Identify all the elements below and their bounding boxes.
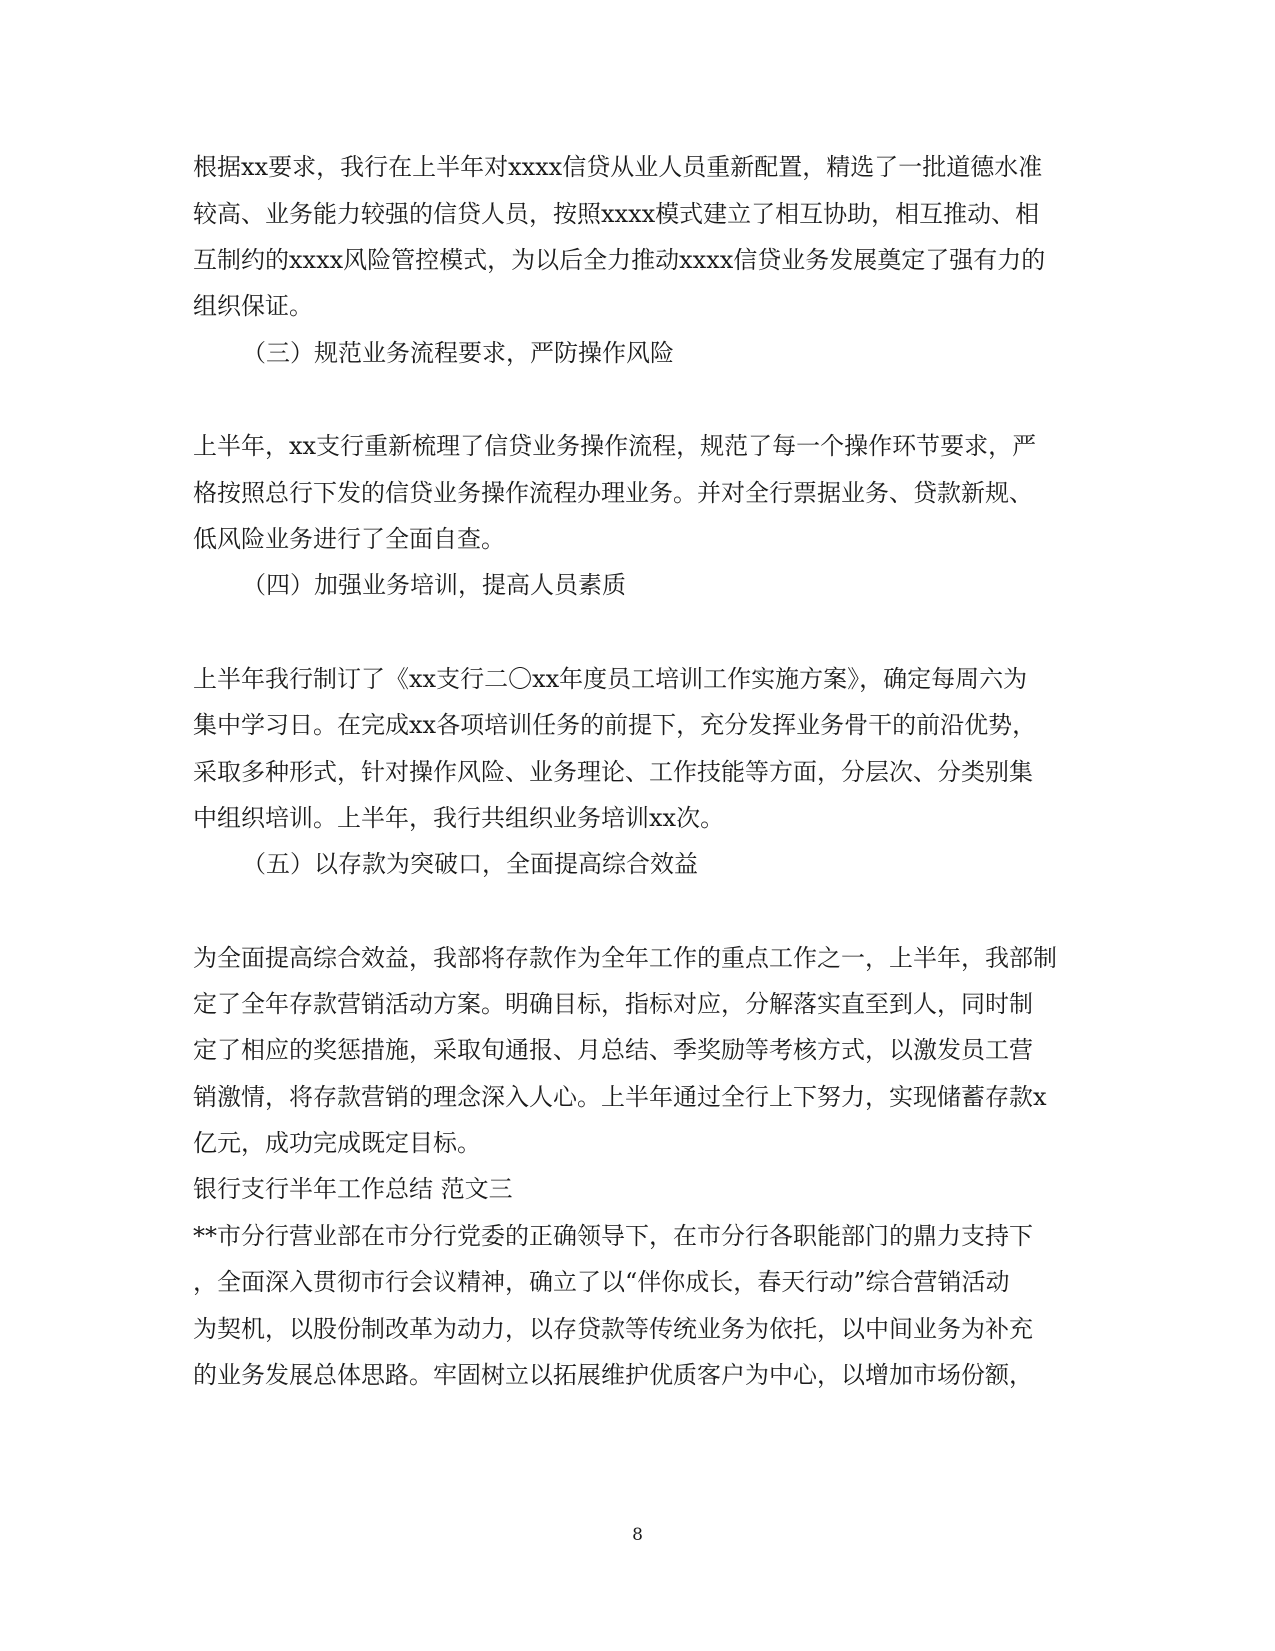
- paragraph-4-line-5: 亿元，成功完成既定目标。: [193, 1129, 481, 1157]
- paragraph-3-line-2: 集中学习日。在完成xx各项培训任务的前提下，充分发挥业务骨干的前沿优势，: [193, 711, 1037, 739]
- paragraph-5-line-1: **市分行营业部在市分行党委的正确领导下，在市分行各职能部门的鼎力支持下: [193, 1222, 1033, 1250]
- paragraph-1-line-2: 较高、业务能力较强的信贷人员，按照xxxx模式建立了相互协助，相互推动、相: [193, 200, 1040, 228]
- section-heading-5: （五）以存款为突破口，全面提高综合效益: [242, 850, 698, 878]
- page-number: 8: [632, 1525, 643, 1545]
- paragraph-1-line-4: 组织保证。: [193, 292, 313, 320]
- section-heading-3: （三）规范业务流程要求，严防操作风险: [242, 339, 674, 367]
- paragraph-4-line-1: 为全面提高综合效益，我部将存款作为全年工作的重点工作之一，上半年，我部制: [193, 944, 1057, 972]
- section-title: 银行支行半年工作总结 范文三: [193, 1175, 513, 1203]
- paragraph-3-line-1: 上半年我行制订了《xx支行二〇xx年度员工培训工作实施方案》，确定每周六为: [193, 665, 1028, 693]
- paragraph-4-line-3: 定了相应的奖惩措施，采取旬通报、月总结、季奖励等考核方式，以激发员工营: [193, 1036, 1033, 1064]
- paragraph-3-line-4: 中组织培训。上半年，我行共组织业务培训xx次。: [193, 804, 725, 832]
- paragraph-5-line-3: 为契机，以股份制改革为动力，以存贷款等传统业务为依托，以中间业务为补充: [193, 1315, 1033, 1343]
- section-heading-4: （四）加强业务培训，提高人员素质: [242, 571, 626, 599]
- paragraph-2-line-2: 格按照总行下发的信贷业务操作流程办理业务。并对全行票据业务、贷款新规、: [193, 479, 1033, 507]
- paragraph-4-line-4: 销激情，将存款营销的理念深入人心。上半年通过全行上下努力，实现储蓄存款x: [193, 1083, 1047, 1111]
- paragraph-4-line-2: 定了全年存款营销活动方案。明确目标，指标对应，分解落实直至到人，同时制: [193, 990, 1033, 1018]
- paragraph-3-line-3: 采取多种形式，针对操作风险、业务理论、工作技能等方面，分层次、分类别集: [193, 758, 1033, 786]
- paragraph-5-line-2: ，全面深入贯彻市行会议精神，确立了以“伴你成长，春天行动”综合营销活动: [193, 1268, 1010, 1296]
- paragraph-2-line-3: 低风险业务进行了全面自查。: [193, 525, 505, 553]
- paragraph-5-line-4: 的业务发展总体思路。牢固树立以拓展维护优质客户为中心，以增加市场份额，: [193, 1361, 1033, 1389]
- paragraph-2-line-1: 上半年，xx支行重新梳理了信贷业务操作流程，规范了每一个操作环节要求，严: [193, 432, 1037, 460]
- paragraph-1-line-3: 互制约的xxxx风险管控模式，为以后全力推动xxxx信贷业务发展奠定了强有力的: [193, 246, 1046, 274]
- paragraph-1-line-1: 根据xx要求，我行在上半年对xxxx信贷从业人员重新配置，精选了一批道德水准: [193, 153, 1043, 181]
